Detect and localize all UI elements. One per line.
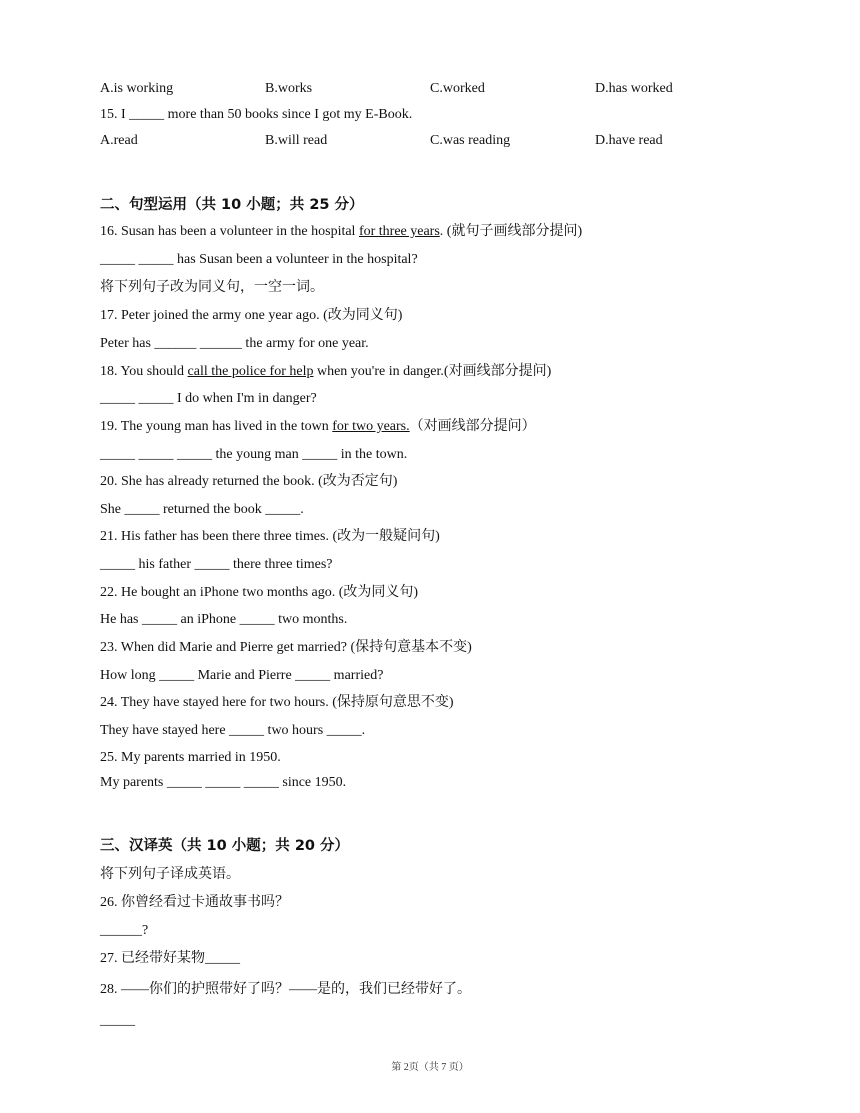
q21-question: 21. His father has been there three times. (改为一般疑问句)	[100, 529, 440, 544]
q25-answer: My parents _____ _____ _____ since 1950.	[100, 775, 347, 790]
q15-option-c: C.was reading	[430, 133, 511, 148]
q28-question: 28. ——你们的护照带好了吗？——是的，我们已经带好了。	[100, 982, 471, 997]
q18-underlined: call the police for help	[187, 364, 314, 379]
q19-answer: _____ _____ _____ the young man _____ in the town.	[100, 447, 408, 462]
section-3-instruction: 将下列句子译成英语。	[100, 867, 240, 882]
q26-question: 26. 你曾经看过卡通故事书吗？	[100, 895, 289, 910]
q19-instruction: （对画线部分提问）	[409, 419, 536, 434]
section-2-instruction: 将下列句子改为同义句，一空一词。	[100, 280, 324, 295]
q20-question: 20. She has already returned the book. (改为否定句)	[100, 474, 398, 489]
q16-instruction: . (就句子画线部分提问)	[439, 224, 583, 239]
q24-question: 24. They have stayed here for two hours. (保持原句意思不变)	[100, 695, 454, 710]
q28-answer: _____	[100, 1013, 135, 1028]
q18-question	[100, 363, 551, 381]
q26-answer: ______?	[100, 923, 149, 938]
q23-answer: How long _____ Marie and Pierre _____ married?	[100, 668, 384, 683]
q15-option-a: A.read	[100, 133, 138, 148]
q17-answer: Peter has ______ ______ the army for one year.	[100, 336, 369, 351]
q14-option-d: D.has worked	[595, 81, 673, 96]
q14-option-b: B.works	[265, 81, 313, 96]
q17-question: 17. Peter joined the army one year ago. (改为同义句)	[100, 308, 403, 323]
q18-instruction: when you're in danger.(对画线部分提问)	[313, 364, 552, 379]
page-footer: 第 2页（共 7 页）	[391, 1062, 469, 1073]
q23-question: 23. When did Marie and Pierre get married? (保持句意基本不变)	[100, 640, 472, 655]
q21-answer: _____ his father _____ there three times?	[100, 557, 333, 572]
q16-answer: _____ _____ has Susan been a volunteer in the hospital?	[100, 252, 418, 267]
q18-answer: _____ _____ I do when I'm in danger?	[100, 391, 317, 406]
q19-underlined: for two years.	[332, 419, 410, 434]
section-3-heading: 三、汉译英（共 10 小题；共 20 分）	[100, 838, 350, 854]
q16-question	[100, 223, 582, 241]
q19-question	[100, 418, 536, 436]
q22-answer: He has _____ an iPhone _____ two months.	[100, 612, 348, 627]
q22-question: 22. He bought an iPhone two months ago. (改为同义句)	[100, 585, 419, 600]
q27-question: 27. 已经带好某物_____	[100, 951, 240, 966]
q25-question: 25. My parents married in 1950.	[100, 750, 281, 765]
q19-text: 19. The young man has lived in the town	[100, 419, 333, 434]
q14-option-c: C.worked	[430, 81, 485, 96]
q14-option-a: A.is working	[100, 81, 174, 96]
q15-option-b: B.will read	[265, 133, 328, 148]
q16-text: 16. Susan has been a volunteer in the hospital	[100, 224, 359, 239]
q20-answer: She _____ returned the book _____.	[100, 502, 304, 517]
q15-question: 15. I _____ more than 50 books since I got my E-Book.	[100, 107, 413, 122]
q16-underlined: for three years	[358, 224, 440, 239]
q15-option-d: D.have read	[595, 133, 663, 148]
q18-text: 18. You should	[100, 364, 188, 379]
q24-answer: They have stayed here _____ two hours _____.	[100, 723, 366, 738]
section-2-heading: 二、句型运用（共 10 小题；共 25 分）	[100, 197, 364, 213]
